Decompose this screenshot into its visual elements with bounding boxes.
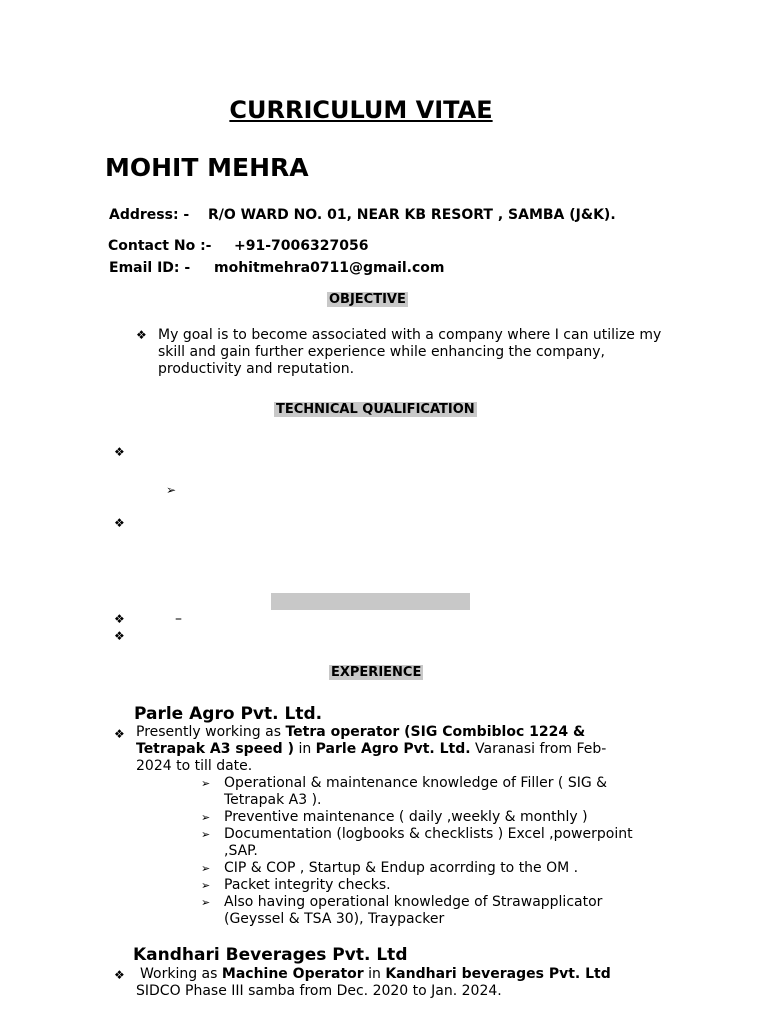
bullet-icon: ❖: [136, 328, 147, 342]
objective-line: productivity and reputation.: [158, 361, 355, 377]
bullet-icon: ❖: [114, 629, 125, 643]
phone-label: Contact No :-: [108, 238, 212, 254]
arrow-icon: ➢: [201, 896, 211, 909]
job-role: Tetra operator (SIG Combibloc 1224 &: [285, 724, 586, 740]
bullet-icon: ❖: [114, 968, 125, 982]
job-org: Kandhari beverages Pvt. Ltd: [385, 966, 611, 982]
duty-line: Also having operational knowledge of Strawapplicator: [224, 894, 603, 910]
address-value: R/O WARD NO. 01, NEAR KB RESORT , SAMBA (J&K).: [208, 207, 616, 223]
duty-item: [224, 894, 644, 928]
document-title: CURRICULUM VITAE: [229, 96, 493, 124]
bullet-icon: ❖: [114, 727, 125, 741]
phone-value: +91-7006327056: [234, 238, 369, 254]
objective-text: [158, 327, 661, 378]
highlight-bar: [271, 593, 470, 610]
intro-text: 2024 to till date.: [136, 758, 253, 774]
duty-line: (Geyssel & TSA 30), Traypacker: [224, 911, 445, 927]
job-role: Tetrapak A3 speed ): [136, 741, 294, 757]
bullet-icon: ❖: [114, 612, 125, 626]
duty-line: Packet integrity checks.: [224, 877, 391, 893]
arrow-icon: ➢: [201, 828, 211, 841]
technical-heading: TECHNICAL QUALIFICATION: [276, 402, 475, 417]
job-org: Parle Agro Pvt. Ltd.: [315, 741, 471, 757]
arrow-icon: ➢: [201, 862, 211, 875]
arrow-icon: ➢: [201, 811, 211, 824]
duty-line: CIP & COP , Startup & Endup acorrding to the OM .: [224, 860, 579, 876]
bullet-icon: ❖: [114, 516, 125, 530]
duty-item: [224, 877, 644, 894]
address-label: Address: -: [109, 207, 190, 223]
intro-text: Presently working as: [136, 724, 282, 740]
job-intro: [136, 966, 611, 1000]
intro-text: Varanasi from Feb-: [475, 741, 607, 757]
duty-line: Preventive maintenance ( daily ,weekly & monthly ): [224, 809, 588, 825]
intro-text: Working as: [140, 966, 218, 982]
arrow-icon: ➢: [201, 879, 211, 892]
arrow-icon: ➢: [166, 483, 177, 497]
objective-line: skill and gain further experience while enhancing the company,: [158, 344, 605, 360]
experience-heading: EXPERIENCE: [331, 665, 422, 680]
intro-text: in: [368, 966, 381, 982]
company-name: Kandhari Beverages Pvt. Ltd: [133, 945, 408, 965]
dash: –: [175, 611, 182, 627]
duty-item: [224, 775, 644, 809]
intro-text: SIDCO Phase III samba from Dec. 2020 to Jan. 2024.: [136, 983, 502, 999]
objective-heading: OBJECTIVE: [329, 292, 406, 307]
duty-line: Documentation (logbooks & checklists ) Excel ,powerpoint: [224, 826, 633, 842]
company-name: Parle Agro Pvt. Ltd.: [134, 704, 323, 724]
objective-line: My goal is to become associated with a company where I can utilize my: [158, 327, 662, 343]
duty-line: Tetrapak A3 ).: [224, 792, 322, 808]
duty-line: Operational & maintenance knowledge of Filler ( SIG &: [224, 775, 608, 791]
duty-item: [224, 860, 644, 877]
duty-line: ,SAP.: [224, 843, 258, 859]
candidate-name: MOHIT MEHRA: [105, 153, 309, 182]
duty-item: [224, 826, 644, 860]
job-role: Machine Operator: [221, 966, 364, 982]
email-label: Email ID: -: [109, 260, 191, 276]
intro-text: in: [298, 741, 312, 757]
bullet-icon: ❖: [114, 445, 125, 459]
job-intro: [136, 724, 606, 775]
arrow-icon: ➢: [201, 777, 211, 790]
email-value: mohitmehra0711@gmail.com: [214, 260, 445, 276]
duty-item: [224, 809, 644, 826]
